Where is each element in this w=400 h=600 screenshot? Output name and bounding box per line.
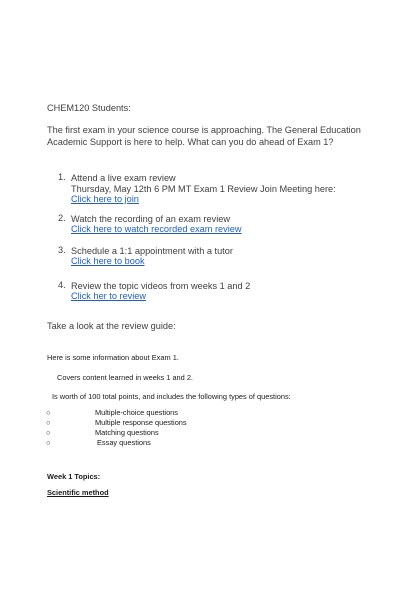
question-type-3: Matching questions [95,428,159,437]
bullet-icon: ○ [46,408,51,417]
step-2-title: Watch the recording of an exam review [71,214,230,224]
intro-line-1: The first exam in your science course is approaching. The General Education [47,125,361,135]
review-guide-prompt: Take a look at the review guide: [47,321,176,331]
join-meeting-link[interactable]: Click here to join [71,194,139,204]
step-1-title: Attend a live exam review [71,173,176,183]
guide-covers: Covers content learned in weeks 1 and 2. [57,373,193,382]
step-3-number: 3. [58,245,66,255]
step-3-title: Schedule a 1:1 appointment with a tutor [71,246,233,256]
question-type-2: Multiple response questions [95,418,187,427]
intro-line-2: Academic Support is here to help. What can you do ahead of Exam 1? [47,137,334,147]
guide-worth: Is worth of 100 total points, and includes the following types of questions: [52,392,291,401]
step-2-number: 2. [58,213,66,223]
step-1-detail: Thursday, May 12th 6 PM MT Exam 1 Review Join Meeting here: [71,184,336,194]
bullet-icon: ○ [46,438,51,447]
bullet-icon: ○ [46,418,51,427]
review-videos-link[interactable]: Click her to review [71,291,147,301]
question-type-1: Multiple-choice questions [95,408,178,417]
question-type-4: Essay questions [97,438,151,447]
guide-info: Here is some information about Exam 1. [47,353,179,362]
recorded-review-link[interactable]: Click here to watch recorded exam review [71,224,242,234]
step-4-title: Review the topic videos from weeks 1 and 2 [71,281,251,291]
topic-scientific-method: Scientific method [47,488,109,497]
step-1-number: 1. [58,172,66,182]
book-tutor-link[interactable]: Click here to book [71,256,145,266]
week-1-heading: Week 1 Topics: [47,472,101,481]
bullet-icon: ○ [46,428,51,437]
step-4-number: 4. [58,280,66,290]
greeting: CHEM120 Students: [47,103,131,113]
